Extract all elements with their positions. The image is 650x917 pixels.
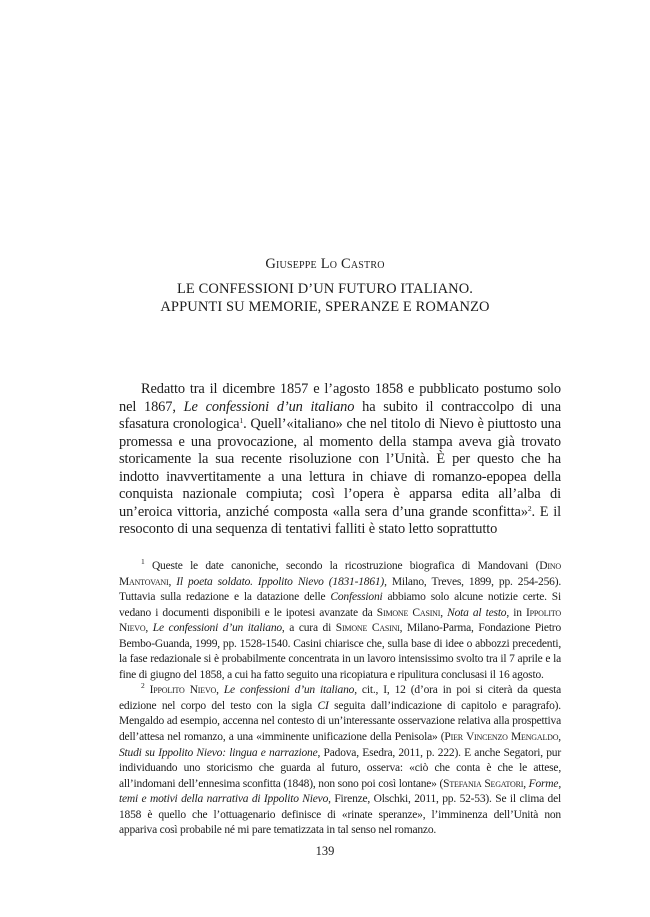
footnote-1 [119, 559, 561, 683]
footnote-text: , [440, 606, 448, 619]
footnote-number: 2 [141, 681, 145, 691]
body-text-segment: Redatto tra il dicembre 1857 e l’agosto 1858 e pubblicato postumo solo nel 1867, [119, 381, 561, 415]
body-text-segment: . E il resoconto di una sequenza di tentativi falliti è stato letto soprattutto [119, 503, 561, 538]
footnote-text: , Milano-Parma, Fondazione Pietro Bembo-Guanda, 1999, pp. 1528-1540. Casini chiarisce che, sulla base di idee o abbozzi precedenti, la fase redazionale si è probabilmente concentrata in un lavoro intensissimo svolto tra il 7 aprile e la fine di giugno del 1858, a cui ha fatto seguito una ricopiatura e ripulitura conclusasi il 16 agosto. [119, 622, 561, 681]
author-first-name: Giuseppe [265, 256, 317, 272]
footnote-author: Simone Casini [335, 622, 400, 635]
footnote-text: , [523, 777, 529, 790]
footnote-number: 1 [141, 557, 145, 566]
page-number: 139 [315, 844, 335, 858]
body-paragraph [119, 381, 561, 539]
footnote-text: , Padova, Esedra, 2011, p. 222). E anche Segatori, pur individuando uno storicismo che guarda al futuro, osserva: «ciò che conta è che le attese, all’indomani dell’ennesima sconfitta (1848), non sono poi così lontane» ( [119, 746, 561, 790]
footnote-text: abbiamo solo alcune notizie certe. Si vedano i documenti disponibili e le ipotesi avanzate da [119, 591, 561, 619]
footnote-2 [119, 683, 561, 838]
footnote-ref-2[interactable]: 2 [527, 503, 532, 513]
footnote-work-title: Forme, temi e motivi della narrativa di Ippolito Nievo [119, 777, 561, 806]
footnote-work-title: Il poeta soldato. Ippolito Nievo (1831-1861) [176, 575, 385, 588]
footnote-author: Ippolito Nievo [119, 606, 561, 635]
title-line-1: LE CONFESSIONI D’UN FUTURO ITALIANO. [176, 281, 474, 297]
footnote-author: Simone Casini [376, 606, 441, 619]
author-last-name: Lo Castro [320, 256, 385, 272]
footnote-text: , [558, 731, 561, 744]
footnote-text: , Firenze, Olschki, 2011, pp. 52-53). Se il clima del 1858 è quello che l’ottuagenario definisce di «rinate speranze», l’imminenza dell’Unità non appariva così probabile né mi pare tematizzata in tal senso nel romanzo. [119, 793, 561, 837]
body-text-segment: ha subito il contraccolpo di una sfasatura cronologica [119, 398, 561, 433]
footnote-siglum: CI [317, 699, 329, 712]
footnote-author: Stefania Segatori [443, 777, 524, 790]
footnote-work-title: Confessioni [330, 591, 383, 604]
body-italic-title: Le confessioni d’un italiano [183, 398, 355, 415]
footnote-text: , Milano, Treves, 1899, pp. 254-256). Tuttavia sulla redazione e la datazione delle [119, 575, 562, 604]
body-text-segment: . Quell’«italiano» che nel titolo di Nievo è piuttosto una promessa e una provocazione, al momento della stampa aveva già trovato storicamente la sua recente risoluzione con l’Unità. È per questo che ha indotto inavvertitamente a una lettura in chiave di romanzo-epopea della conquista nazionale compiuta; così l’opera è apparsa edita all’alba di un’eroica vittoria, anziché composta «alla sera d’una grande sconfitta» [119, 416, 561, 520]
footnotes [119, 559, 561, 839]
footnote-text: , in [506, 606, 526, 619]
footnote-author: Dino Mantovani [119, 560, 561, 588]
article-title [0, 280, 650, 316]
footnote-work-title: Le confessioni d’un italiano [223, 684, 355, 697]
footnote-work-title: Studi su Ippolito Nievo: lingua e narrazione [119, 746, 318, 759]
footnote-text: , a cura di [281, 622, 336, 635]
title-line-2: APPUNTI SU MEMORIE, SPERANZE E ROMANZO [160, 299, 490, 315]
footnote-author: Ippolito Nievo [149, 684, 217, 697]
footnote-text: , [145, 622, 153, 635]
footnote-text: seguita dall’indicazione di capitolo e paragrafo). Mengaldo ad esempio, accenna nel contesto di un’interessante osservazione relativa alla prospettiva dell’attesa nel romanzo, a una «imminente unificazione della Penisola» ( [119, 699, 561, 744]
footnote-work-title: Le confessioni d’un italiano [152, 622, 282, 635]
author-name [0, 256, 650, 273]
footnote-work-title: Nota al testo [447, 606, 507, 619]
footnote-ref-1[interactable]: 1 [239, 416, 244, 426]
footnote-author: Pier Vincenzo Mengaldo [444, 731, 559, 744]
footnote-text: , cit., I, 12 (d’ora in poi si citerà da questa edizione nel corpo del testo con la sigla [119, 684, 561, 712]
footnote-text: , [168, 575, 177, 588]
footnote-text: Queste le date canoniche, secondo la ricostruzione biografica di Mandovani ( [144, 560, 540, 572]
footnote-text: , [216, 684, 224, 697]
